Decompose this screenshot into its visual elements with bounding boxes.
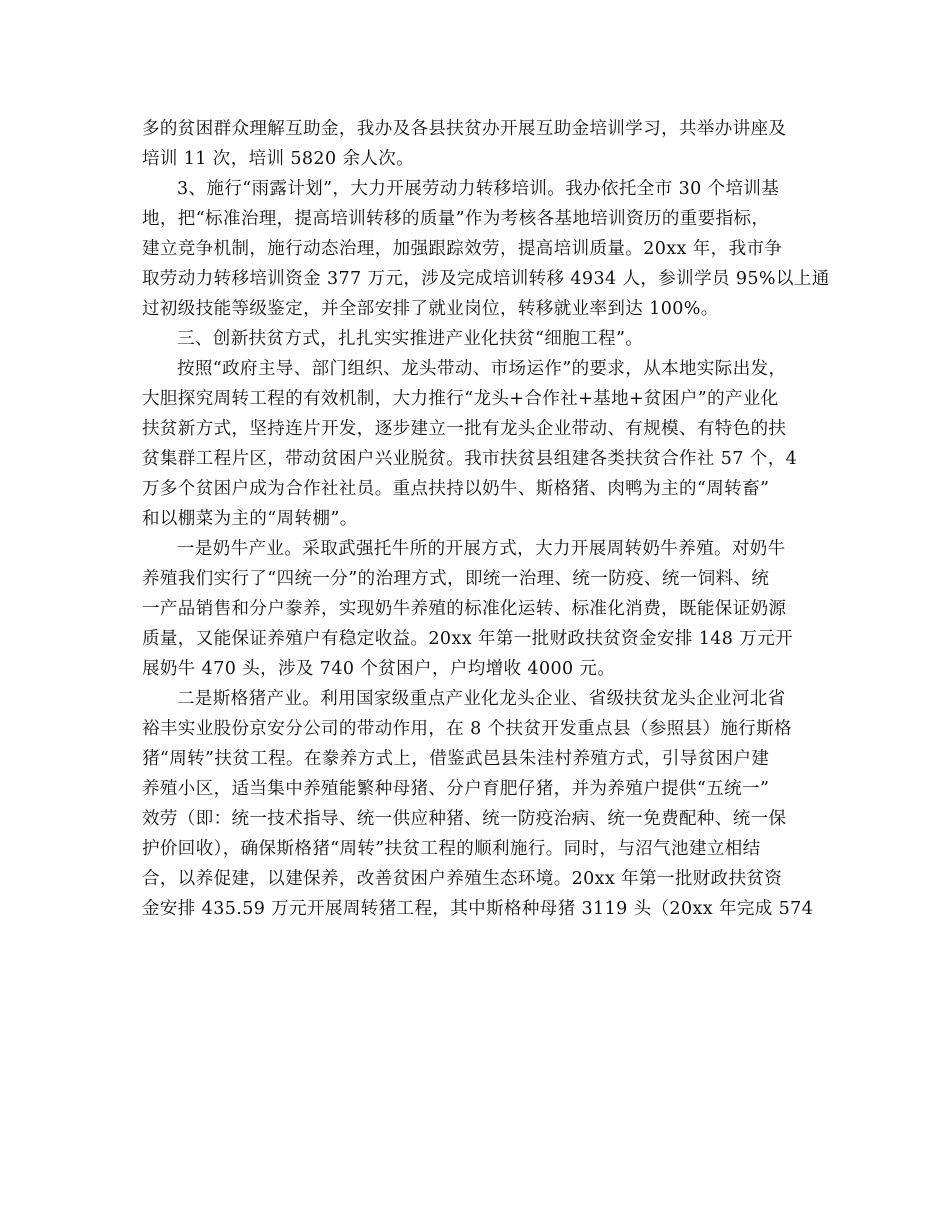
text-line: 一产品销售和分户豢养，实现奶牛养殖的标准化运转、标准化消费，既能保证奶源 [142, 599, 787, 619]
text-line: 建立竞争机制，施行动态治理，加强跟踪效劳，提高培训质量。20xx 年，我市争 [142, 239, 783, 259]
text-line: 扶贫新方式，坚持连片开发，逐步建立一批有龙头企业带动、有规模、有特色的扶 [142, 419, 787, 439]
text-line: 养殖我们实行了“四统一分”的治理方式，即统一治理、统一防疫、统一饲料、统 [142, 569, 770, 589]
text-line: 三、创新扶贫方式，扎扎实实推进产业化扶贫“细胞工程”。 [177, 329, 644, 349]
text-line: 培训 11 次，培训 5820 余人次。 [142, 149, 415, 169]
text-line: 3、施行“雨露计划”，大力开展劳动力转移培训。我办依托全市 30 个培训基 [177, 179, 780, 199]
text-line: 金安排 435.59 万元开展周转猪工程，其中斯格种母猪 3119 头（20xx 年完成 574 [142, 899, 814, 919]
text-line: 地，把“标准治理，提高培训转移的质量”作为考核各基地培训资历的重要指标， [142, 209, 770, 229]
text-line: 裕丰实业股份京安分公司的带动作用，在 8 个扶贫开发重点县（参照县）施行斯格 [142, 719, 792, 739]
text-line: 过初级技能等级鉴定，并全部安排了就业岗位，转移就业率到达 100%。 [142, 299, 719, 319]
text-line: 和以棚菜为主的“周转棚”。 [142, 509, 358, 529]
document-body [142, 114, 832, 924]
text-line: 大胆探究周转工程的有效机制，大力推行“龙头+合作社+基地+贫困户”的产业化 [142, 389, 779, 409]
text-line: 按照“政府主导、部门组织、龙头带动、市场运作”的要求，从本地实际出发， [177, 359, 787, 379]
text-line: 展奶牛 470 头，涉及 740 个贫困户，户均增收 4000 元。 [142, 659, 616, 679]
text-line: 养殖小区，适当集中养殖能繁种母猪、分户育肥仔猪，并为养殖户提供“五统一” [142, 779, 770, 799]
text-line: 贫集群工程片区，带动贫困户兴业脱贫。我市扶贫县组建各类扶贫合作社 57 个，4 [142, 449, 798, 469]
text-line: 万多个贫困户成为合作社社员。重点扶持以奶牛、斯格猪、肉鸭为主的“周转畜” [142, 479, 770, 499]
text-line: 质量，又能保证养殖户有稳定收益。20xx 年第一批财政扶贫资金安排 148 万元开 [142, 629, 793, 649]
text-line: 二是斯格猪产业。利用国家级重点产业化龙头企业、省级扶贫龙头企业河北省 [177, 689, 786, 709]
text-line: 护价回收），确保斯格猪“周转”扶贫工程的顺利施行。同时，与沼气池建立相结 [142, 839, 761, 859]
text-line: 猪“周转”扶贫工程。在豢养方式上，借鉴武邑县朱洼村养殖方式，引导贫困户建 [142, 749, 770, 769]
text-line: 效劳（即：统一技术指导、统一供应种猪、统一防疫治病、统一免费配种、统一保 [142, 809, 787, 829]
text-line: 合，以养促建，以建保养，改善贫困户养殖生态环境。20xx 年第一批财政扶贫资 [142, 869, 783, 889]
text-line: 取劳动力转移培训资金 377 万元，涉及完成培训转移 4934 人，参训学员 95%以上通 [142, 269, 830, 289]
text-line: 一是奶牛产业。采取武强托牛所的开展方式，大力开展周转奶牛养殖。对奶牛 [177, 539, 786, 559]
text-line: 多的贫困群众理解互助金，我办及各县扶贫办开展互助金培训学习，共举办讲座及 [142, 119, 787, 139]
